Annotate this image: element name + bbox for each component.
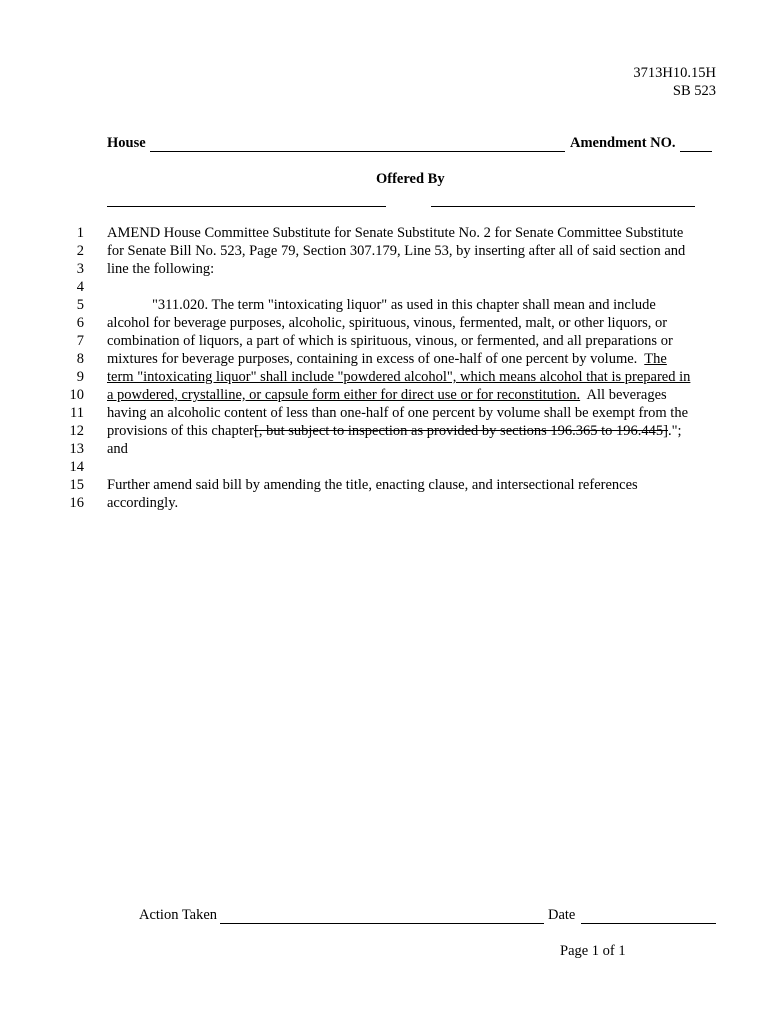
line-number: 3 bbox=[76, 261, 84, 277]
text-line: combination of liquors, a part of which is spirituous, vinous, or fermented, and all preparations or bbox=[107, 333, 673, 349]
line-number: 12 bbox=[69, 423, 84, 439]
line-number: 1 bbox=[76, 225, 84, 241]
line-number: 15 bbox=[69, 477, 84, 493]
text-line bbox=[107, 422, 682, 440]
text-line: and bbox=[107, 441, 128, 457]
inserted-text: a powdered, crystalline, or capsule form either for direct use or for reconstitution. bbox=[107, 387, 581, 403]
text-line bbox=[107, 350, 667, 368]
text-line: having an alcoholic content of less than one-half of one percent by volume shall be exempt from the bbox=[107, 405, 689, 421]
line-number: 5 bbox=[76, 297, 84, 313]
text-line bbox=[107, 386, 667, 404]
text-span: mixtures for beverage purposes, containing in excess of one-half of one percent by volume. bbox=[107, 351, 645, 367]
house-label: House bbox=[107, 135, 146, 151]
inserted-text: term "intoxicating liquor" shall include "powdered alcohol", which means alcohol that is prepared in bbox=[107, 369, 691, 385]
offered-by-label: Offered By bbox=[376, 171, 445, 187]
line-number: 6 bbox=[76, 315, 84, 331]
amendment-no-blank bbox=[680, 151, 712, 152]
action-taken-line bbox=[220, 923, 544, 924]
inserted-text: The bbox=[644, 351, 667, 367]
bill-number: SB 523 bbox=[672, 83, 716, 99]
document-id: 3713H10.15H bbox=[633, 65, 716, 81]
deleted-text: [, but subject to inspection as provided by sections 196.365 to 196.445] bbox=[254, 423, 669, 439]
date-line bbox=[581, 923, 716, 924]
line-number: 7 bbox=[76, 333, 84, 349]
amendment-no-label: Amendment NO. bbox=[570, 135, 676, 151]
text-span: All beverages bbox=[580, 387, 667, 403]
line-number: 4 bbox=[76, 279, 84, 295]
line-number: 9 bbox=[76, 369, 84, 385]
line-number: 10 bbox=[69, 387, 84, 403]
page-number: Page 1 of 1 bbox=[560, 943, 626, 959]
line-number: 13 bbox=[69, 441, 84, 457]
text-span: ."; bbox=[668, 423, 682, 439]
text-span: provisions of this chapter bbox=[107, 423, 254, 439]
house-blank-line bbox=[150, 151, 565, 152]
text-line: line the following: bbox=[107, 261, 215, 277]
line-number: 14 bbox=[69, 459, 84, 475]
text-line: "311.020. The term "intoxicating liquor" as used in this chapter shall mean and include bbox=[152, 297, 656, 313]
date-label: Date bbox=[548, 907, 576, 923]
line-number: 11 bbox=[70, 405, 84, 421]
offered-by-line-right bbox=[431, 206, 695, 207]
text-line: alcohol for beverage purposes, alcoholic, spirituous, vinous, fermented, malt, or other liquors, or bbox=[107, 315, 668, 331]
action-taken-label: Action Taken bbox=[139, 907, 218, 923]
text-line: AMEND House Committee Substitute for Senate Substitute No. 2 for Senate Committee Substitute bbox=[107, 225, 684, 241]
text-line: Further amend said bill by amending the title, enacting clause, and intersectional references bbox=[107, 477, 638, 493]
text-line: for Senate Bill No. 523, Page 79, Section 307.179, Line 53, by inserting after all of said section and bbox=[107, 243, 686, 259]
text-line: accordingly. bbox=[107, 495, 179, 511]
line-number: 8 bbox=[76, 351, 84, 367]
line-number: 16 bbox=[69, 495, 84, 511]
line-number: 2 bbox=[76, 243, 84, 259]
offered-by-line-left bbox=[107, 206, 386, 207]
